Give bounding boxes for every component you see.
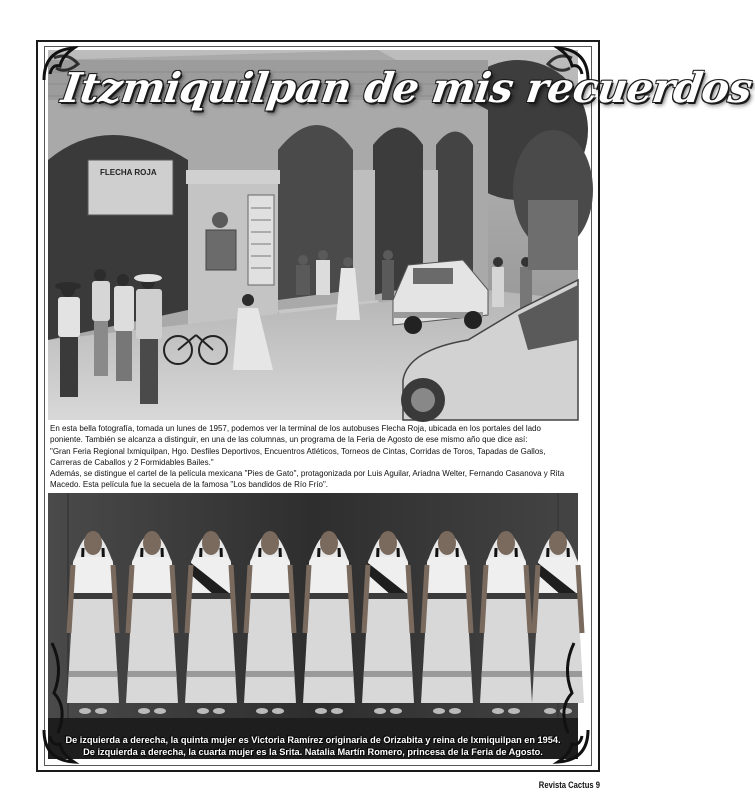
ornament-bottom-left <box>40 726 80 766</box>
page-footer: Revista Cactus 9 <box>538 780 600 790</box>
woman-figure <box>421 531 473 714</box>
bus-company-sign: FLECHA ROJA <box>100 168 157 177</box>
woman-figure <box>126 531 178 714</box>
caption-paragraph-2: "Gran Feria Regional Ixmiquilpan, Hgo. Desfiles Deportivos, Encuentros Atléticos, Torneos de Cintas, Corridas de Toros, Tapadas de Gallos, Carreras de Caballos y 2 Formidables Bailes." <box>50 445 546 467</box>
woman-figure <box>185 531 237 714</box>
woman-figure <box>532 531 584 714</box>
bottom-photo-caption <box>48 734 578 758</box>
caption-paragraph-3: Además, se distingue el cartel de la película mexicana "Pies de Gato", protagonizada por Luis Aguilar, Ariadna Welter, Fernando Casanova y Rita Macedo. Esta película fue la secuela de la famosa "Los bandidos de Río Frío". <box>50 468 565 490</box>
top-photo-caption <box>50 423 575 491</box>
woman-figure <box>303 531 355 714</box>
caption-bottom-line-2: De izquierda a derecha, la cuarta mujer es la Srita. Natalia Martín Romero, princesa de la Feria de Agosto. <box>83 747 543 757</box>
festival-women-photo <box>48 493 578 759</box>
ornament-top-left <box>40 44 80 84</box>
woman-figure <box>480 531 532 714</box>
caption-bottom-line-1: De izquierda a derecha, la quinta mujer es Victoria Ramírez originaria de Orizabita y reina de Ixmiquilpan en 1954. <box>65 735 561 745</box>
woman-figure <box>67 531 119 714</box>
woman-figure <box>362 531 414 714</box>
ornament-top-right <box>552 44 592 84</box>
ornament-bottom-right <box>552 726 592 766</box>
caption-paragraph-1: En esta bella fotografía, tomada un lunes de 1957, podemos ver la terminal de los autobuses Flecha Roja, ubicada en los portales del lado poniente. También se alcanza a distinguir, en una de las columnas, un programa de la Feria de Agosto de ese mismo año que dice así: <box>50 423 541 445</box>
page-title: Itzmiquilpan de mis recuerdos <box>58 64 755 112</box>
woman-figure <box>244 531 296 714</box>
